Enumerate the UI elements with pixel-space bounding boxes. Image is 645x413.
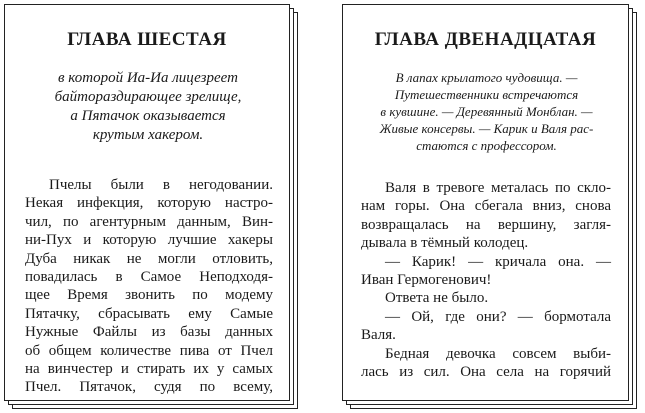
- left-body-line: Пчел. Пятачок, судя по всему,: [25, 379, 273, 396]
- right-page-subtitle: [359, 69, 614, 154]
- left-body-line: Нужные Файлы из базы данных: [25, 324, 273, 341]
- right-body-line: нам горы. Она сбегала вниз, снова: [361, 198, 611, 215]
- right-body-line: Валя в тревоге металась по скло-: [385, 180, 611, 196]
- right-subtitle-line: в кувшине. — Деревянный Монблан. —: [380, 104, 593, 119]
- right-body-line: дывала в тёмный колодец.: [361, 235, 529, 252]
- right-page: [342, 4, 629, 401]
- right-subtitle-line: В лапах крылатого чудовища. —: [395, 70, 578, 85]
- right-page-title: ГЛАВА ДВЕНАДЦАТАЯ: [374, 29, 597, 50]
- left-page-subtitle: [25, 69, 271, 145]
- right-body-line: Ответа не было.: [385, 290, 489, 307]
- right-subtitle-line: стаются с профессором.: [416, 138, 557, 153]
- left-subtitle-line: в которой Иа-Иа лицезреет: [58, 70, 238, 86]
- left-body-line: Дуба никак не могли отловить,: [25, 250, 273, 267]
- right-body-line: Бедная девочка совсем выби-: [385, 345, 611, 362]
- left-body-line: щее Время звонить по модему: [25, 287, 273, 304]
- left-subtitle-line: а Пятачок оказывается: [70, 108, 226, 124]
- left-subtitle-line: байтораздирающее зрелище,: [54, 89, 242, 105]
- left-body-line: на винчестер и стирать их у самых: [25, 361, 273, 378]
- right-body-line: Иван Гермогенович!: [361, 272, 492, 289]
- left-subtitle-line: крутым хакером.: [92, 127, 204, 143]
- left-body-line: Пятачку, сбрасывать ему Самые: [25, 305, 273, 322]
- left-body-line: Некая инфекция, которую настро-: [25, 195, 273, 212]
- right-subtitle-line: Путешественники встречаются: [394, 87, 579, 102]
- right-page-body: [361, 179, 611, 381]
- left-body-line: ни-Пух и которую лучшие хакеры: [25, 232, 273, 249]
- left-body-line: об общем количестве пива от Пчел: [25, 342, 273, 359]
- right-body-line: — Ой, где они? — бормотала: [385, 308, 611, 325]
- left-body-line: Пчелы были в негодовании.: [49, 177, 273, 193]
- left-page: [4, 4, 290, 401]
- left-body-line: повадилась в Самое Неподходя-: [25, 269, 273, 286]
- right-body-line: возвращалась на вершину, загля-: [361, 216, 611, 233]
- right-body-line: — Карик! — кричала она. —: [385, 253, 611, 270]
- right-body-line: лась из сил. Она села на горячий: [361, 364, 611, 381]
- left-page-body: [25, 176, 273, 397]
- left-body-line: чил, по агентурным данным, Вин-: [25, 213, 273, 230]
- left-page-title: ГЛАВА ШЕСТАЯ: [67, 29, 227, 50]
- right-body-line: Валя.: [361, 327, 396, 344]
- right-subtitle-line: Живые консервы. — Карик и Валя рас-: [379, 121, 594, 136]
